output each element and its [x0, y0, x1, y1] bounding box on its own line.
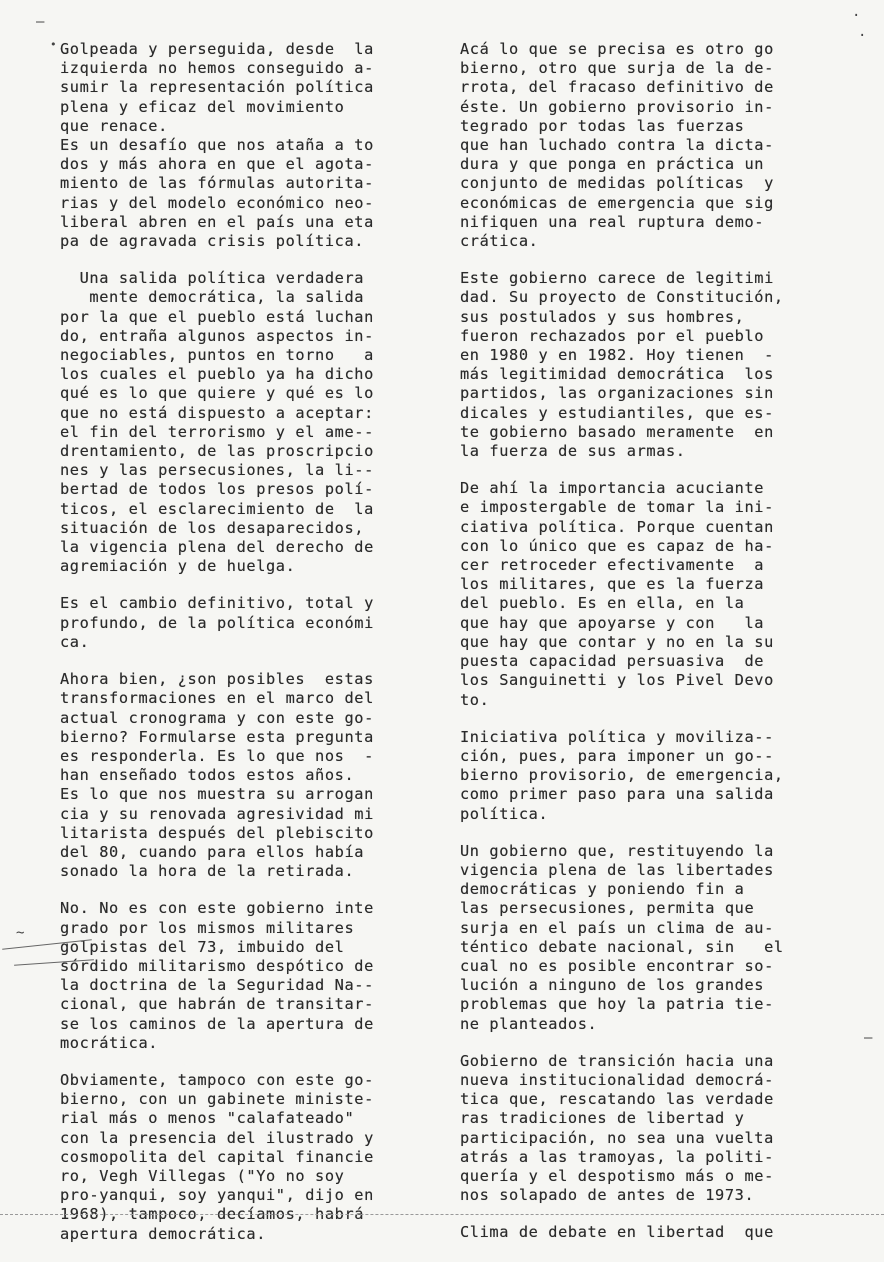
left-column: [60, 40, 432, 1262]
paragraph: Gobierno de transición hacia una nueva institucionalidad democrá- tica que, rescatando las verdade ras tradiciones de libertad y participación, no sea una vuelta atrás a las tramoyas, la politi- quería y el despotismo más o me- nos solapado de antes de 1973.: [460, 1051, 774, 1205]
right-column: [460, 40, 844, 1261]
paragraph: Acá lo que se precisa es otro go bierno, otro que surja de la de- rrota, del fracaso definitivo de éste. Un gobierno provisorio in- tegrado por todas las fuerzas que han luchado contra la dicta- dura y que ponga en práctica un conjunto de medidas políticas y económicas de emergencia que sig nifiquen una real ruptura demo- crática.: [460, 40, 774, 251]
paragraph: De ahí la importancia acuciante e impostergable de tomar la ini- ciativa política. Porque cuentan con lo único que es capaz de ha- cer retroceder efectivamente a los militares, que es la fuerza del pueblo. Es en ella, en la que hay que apoyarse y con la que hay que contar y no en la su puesta capacidad persuasiva de los Sanguinetti y los Pivel Devo to.: [460, 479, 774, 709]
paragraph: Iniciativa política y moviliza-- ción, pues, para imponer un go-- bierno provisorio, de emergencia, como primer paso para una salida política.: [460, 727, 784, 823]
paragraph: Es el cambio definitivo, total y profundo, de la política económi ca.: [60, 594, 374, 651]
bottom-edge: [0, 1214, 884, 1215]
paragraph: Ahora bien, ¿son posibles estas transformaciones en el marco del actual cronograma y con este go- bierno? Formularse esta pregunta es responderla. Es lo que nos - han enseñado todos estos años. Es lo que nos muestra su arrogan cia y su renovada agresividad mi litarista después del plebiscito del 80, cuando para ellos había sonado la hora de la retirada.: [60, 670, 374, 881]
corner-mark: –: [36, 14, 45, 30]
paragraph: Un gobierno que, restituyendo la vigencia plena de las libertades democráticas y poniendo fin a las persecusiones, permita que surja en el país un clima de au- téntico debate nacional, sin el cual no es posible encontrar so- lución a ninguno de los grandes problemas que hoy la patria tie- ne planteados.: [460, 841, 784, 1033]
margin-mark: ~: [16, 925, 25, 941]
paragraph: Clima de debate en libertad que: [460, 1223, 774, 1242]
paragraph: Golpeada y perseguida, desde la izquierda no hemos conseguido a- sumir la representación política plena y eficaz del movimiento que renace. Es un desafío que nos ataña a to dos y más ahora en que el agota- miento de las fórmulas autorita- rias y del modelo económico neo- liberal abren en el país una eta pa de agravada crisis política.: [60, 40, 374, 251]
paragraph: Este gobierno carece de legitimi dad. Su proyecto de Constitución, sus postulados y sus hombres, fueron rechazados por el pueblo en 1980 y en 1982. Hoy tienen - más legitimidad democrática los partidos, las organizaciones sin dicales y estudiantiles, que es- te gobierno basado meramente en la fuerza de sus armas.: [460, 269, 784, 461]
corner-mark: ·: [858, 28, 867, 44]
margin-mark: –: [864, 1030, 873, 1046]
paragraph: No. No es con este gobierno inte grado por los mismos militares golpistas del 73, imbuido del sórdido militarismo despótico de la doctrina de la Seguridad Na-- cional, que habrán de transitar- se los caminos de la apertura de mocrática.: [60, 899, 374, 1052]
corner-mark: ·: [852, 8, 861, 24]
paragraph: Una salida política verdadera mente democrática, la salida por la que el pueblo está luchan do, entraña algunos aspectos in- negociables, puntos en torno a los cuales el pueblo ya ha dicho qué es lo que quiere y qué es lo que no está dispuesto a aceptar: el fin del terrorismo y el ame-- drentamiento, de las proscripcio nes y las persecusiones, la li-- bertad de todos los presos polí- ticos, el esclarecimiento de la situación de los desaparecidos, la vigencia plena del derecho de agremiación y de huelga.: [60, 269, 374, 576]
paragraph: Obviamente, tampoco con este go- bierno, con un gabinete ministe- rial más o menos "calafateado" con la presencia del ilustrado y cosmopolita del capital financie ro, Vegh Villegas ("Yo no soy pro-yanqui, soy yanqui", dijo en 1968), tampoco, decíamos, habrá apertura democrática.: [60, 1070, 374, 1243]
bullet-dot: •: [50, 38, 57, 51]
